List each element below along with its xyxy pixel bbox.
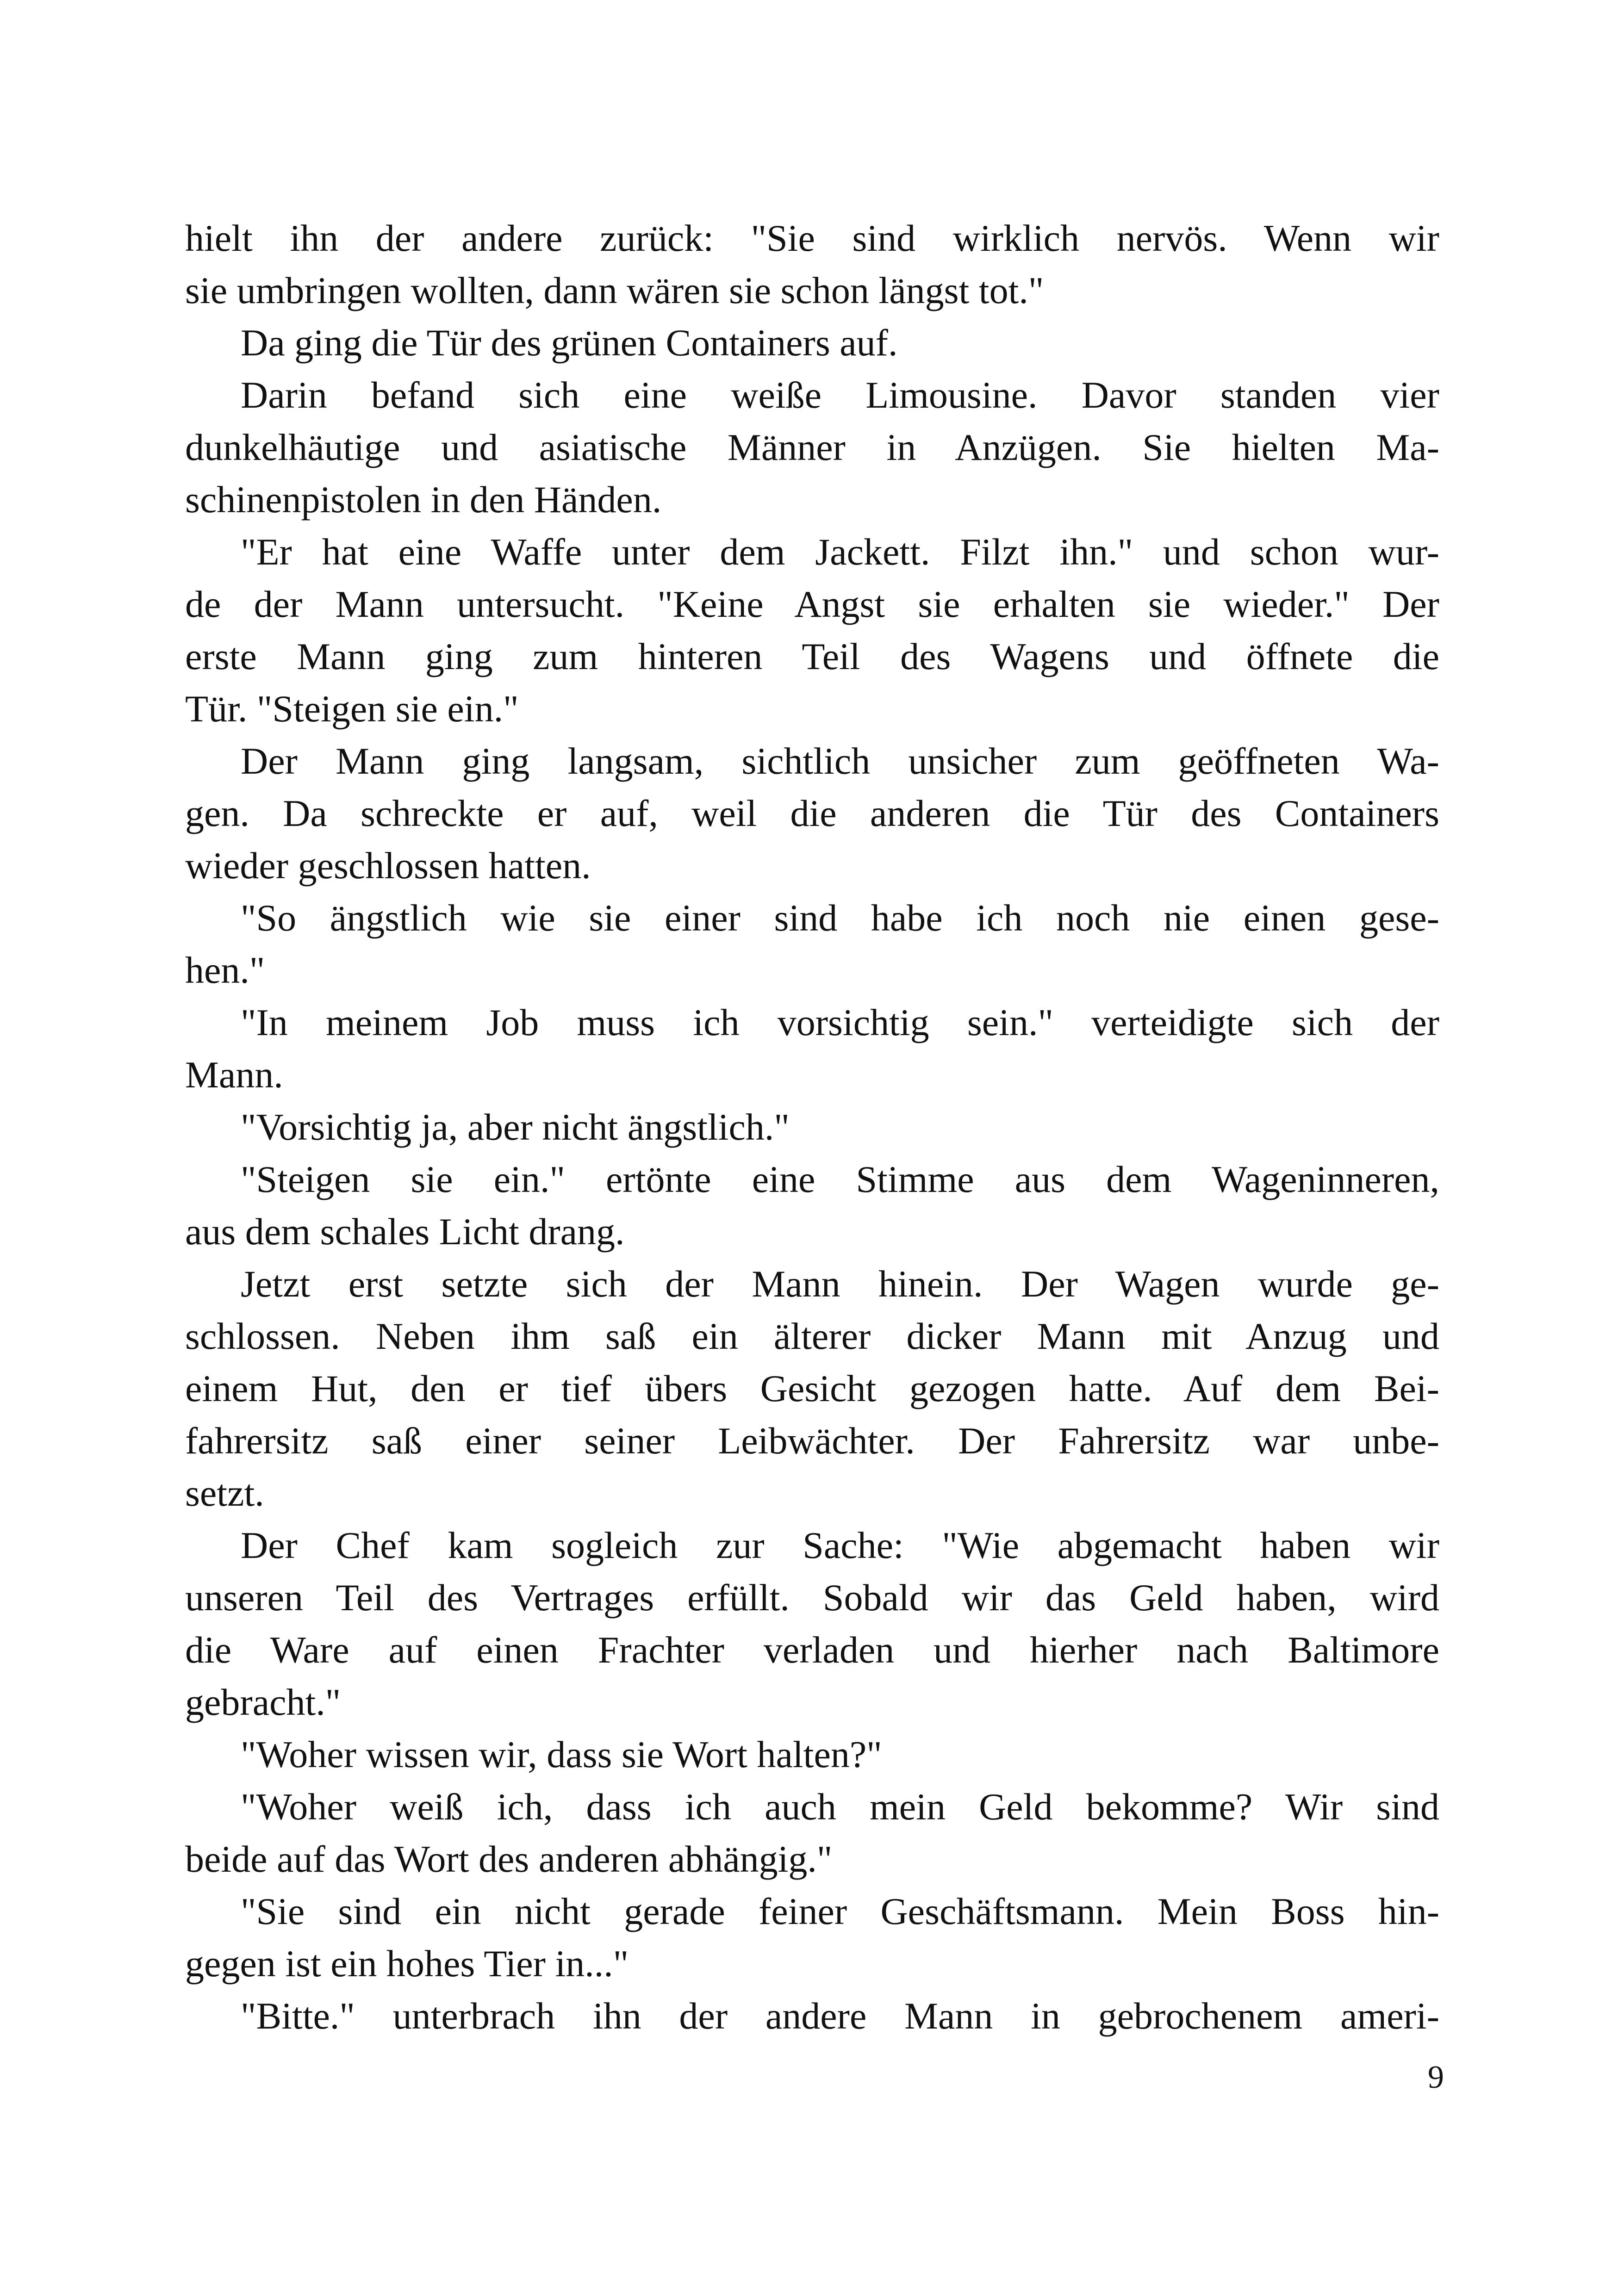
- text-line: de der Mann untersucht. "Keine Angst sie erhalten sie wieder." Der: [185, 583, 1439, 625]
- text-line: Der Mann ging langsam, sichtlich unsicher zum geöffneten Wa-: [241, 740, 1439, 782]
- text-line: gebracht.": [185, 1681, 341, 1723]
- text-line: setzt.: [185, 1472, 264, 1514]
- text-line: aus dem schales Licht drang.: [185, 1210, 625, 1253]
- text-line: hen.": [185, 949, 265, 991]
- text-line: "Bitte." unterbrach ihn der andere Mann in gebrochenem ameri-: [241, 1995, 1439, 2037]
- text-line: schinenpistolen in den Händen.: [185, 478, 662, 521]
- text-line: "Woher wissen wir, dass sie Wort halten?": [241, 1733, 882, 1775]
- text-line: Der Chef kam sogleich zur Sache: "Wie abgemacht haben wir: [241, 1524, 1439, 1566]
- text-line: fahrersitz saß einer seiner Leibwächter. Der Fahrersitz war unbe-: [185, 1420, 1439, 1462]
- text-line: gen. Da schreckte er auf, weil die anderen die Tür des Containers: [185, 792, 1439, 834]
- text-line: "Sie sind ein nicht gerade feiner Geschäftsmann. Mein Boss hin-: [241, 1890, 1439, 1932]
- text-line: Mann.: [185, 1054, 283, 1096]
- text-line: sie umbringen wollten, dann wären sie schon längst tot.": [185, 269, 1044, 311]
- text-line: "Woher weiß ich, dass ich auch mein Geld bekomme? Wir sind: [241, 1786, 1439, 1828]
- text-line: hielt ihn der andere zurück: "Sie sind wirklich nervös. Wenn wir: [185, 217, 1439, 259]
- text-line: unseren Teil des Vertrages erfüllt. Sobald wir das Geld haben, wird: [185, 1576, 1439, 1619]
- text-line: Tür. "Steigen sie ein.": [185, 688, 519, 730]
- text-line: erste Mann ging zum hinteren Teil des Wagens und öffnete die: [185, 635, 1439, 677]
- text-line: dunkelhäutige und asiatische Männer in Anzügen. Sie hielten Ma-: [185, 426, 1439, 468]
- text-line: gegen ist ein hohes Tier in...": [185, 1942, 629, 1985]
- text-line: "In meinem Job muss ich vorsichtig sein." verteidigte sich der: [241, 1001, 1439, 1043]
- text-line: einem Hut, den er tief übers Gesicht gezogen hatte. Auf dem Bei-: [185, 1367, 1439, 1409]
- text-line: beide auf das Wort des anderen abhängig.": [185, 1838, 833, 1880]
- text-line: "Er hat eine Waffe unter dem Jackett. Filzt ihn." und schon wur-: [241, 531, 1439, 573]
- page-number: 9: [1428, 2060, 1444, 2095]
- text-line: wieder geschlossen hatten.: [185, 844, 591, 887]
- text-line: Darin befand sich eine weiße Limousine. Davor standen vier: [241, 374, 1439, 416]
- text-line: Jetzt erst setzte sich der Mann hinein. Der Wagen wurde ge-: [241, 1263, 1439, 1305]
- text-line: Da ging die Tür des grünen Containers auf.: [241, 322, 898, 364]
- text-line: die Ware auf einen Frachter verladen und hierher nach Baltimore: [185, 1629, 1439, 1671]
- text-line: "So ängstlich wie sie einer sind habe ich noch nie einen gese-: [241, 897, 1439, 939]
- body-text: [185, 212, 1439, 2042]
- text-line: "Vorsichtig ja, aber nicht ängstlich.": [241, 1106, 790, 1148]
- text-line: "Steigen sie ein." ertönte eine Stimme aus dem Wageninneren,: [241, 1158, 1439, 1200]
- text-line: schlossen. Neben ihm saß ein älterer dicker Mann mit Anzug und: [185, 1315, 1439, 1357]
